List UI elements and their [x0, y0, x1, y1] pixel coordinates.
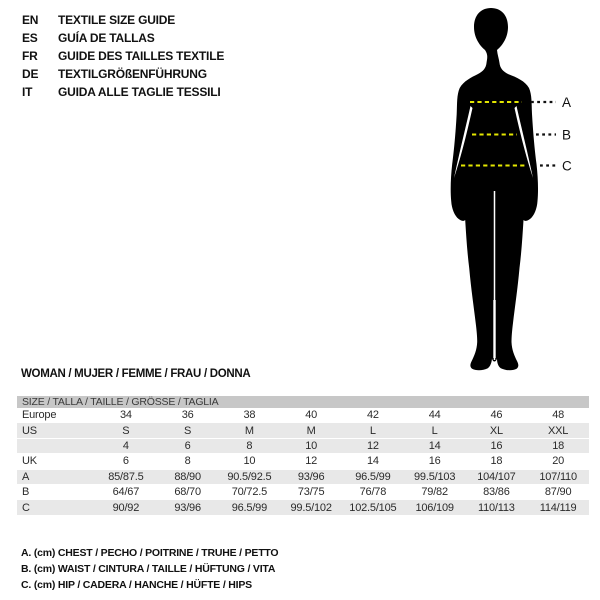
language-code: DE: [22, 67, 39, 81]
size-cell: L: [431, 424, 438, 437]
table-row: [17, 485, 589, 500]
row-label: UK: [22, 455, 37, 468]
row-label: Europe: [22, 409, 57, 422]
size-cell: 4: [122, 439, 129, 452]
size-cell: 42: [366, 409, 379, 422]
size-cell: 99.5/102: [290, 501, 332, 514]
category-line: WOMAN / MUJER / FEMME / FRAU / DONNA: [21, 368, 251, 380]
size-cell: 18: [490, 455, 503, 468]
size-cell: 16: [428, 455, 441, 468]
table-row: [17, 454, 589, 469]
size-cell: 10: [305, 439, 318, 452]
size-cell: S: [184, 424, 192, 437]
language-title: GUÍA DE TALLAS: [58, 31, 155, 45]
language-row-fr: [22, 47, 224, 65]
size-cell: 99.5/103: [414, 470, 456, 483]
size-cell: 38: [243, 409, 256, 422]
size-cell: 6: [122, 455, 129, 468]
table-row: [17, 500, 589, 515]
size-cell: 88/90: [174, 470, 201, 483]
size-cell: 76/78: [359, 486, 387, 499]
size-cell: 107/110: [539, 470, 577, 483]
language-row-en: [22, 11, 224, 29]
row-label: C: [22, 501, 30, 514]
mark-label-chest: A: [562, 95, 572, 110]
size-cell: S: [122, 424, 130, 437]
language-row-it: [22, 83, 224, 101]
legend-line-hip: C. (cm) HIP / CADERA / HANCHE / HÜFTE / HIPS: [21, 579, 252, 591]
size-table-body: [17, 408, 589, 516]
size-cell: 12: [366, 439, 379, 452]
size-cell: 93/96: [297, 470, 325, 483]
size-cell: 10: [243, 455, 256, 468]
size-cell: 44: [428, 409, 441, 422]
size-cell: 104/107: [477, 470, 516, 483]
language-title: TEXTILGRÖßENFÜHRUNG: [58, 67, 207, 81]
size-cell: 6: [184, 439, 191, 452]
table-row: [17, 423, 589, 438]
language-code: FR: [22, 49, 38, 63]
size-cell: 110/113: [478, 501, 515, 514]
size-cell: 8: [184, 455, 191, 468]
row-label: US: [22, 424, 37, 437]
size-cell: 34: [119, 409, 132, 422]
size-cell: 14: [428, 439, 441, 452]
size-cell: 93/96: [174, 501, 201, 514]
measurement-legend: [21, 545, 278, 593]
row-label: A: [22, 470, 30, 483]
size-cell: 12: [305, 455, 318, 468]
language-code: ES: [22, 31, 38, 45]
size-cell: M: [244, 424, 254, 437]
size-cell: 16: [490, 439, 503, 452]
size-cell: 87/90: [544, 486, 572, 499]
size-cell: 70/72.5: [231, 486, 268, 499]
size-cell: 46: [490, 409, 503, 422]
mark-label-waist: B: [562, 127, 572, 143]
size-cell: 90.5/92.5: [227, 470, 272, 483]
size-cell: 20: [552, 455, 565, 468]
size-cell: 96.5/99: [231, 501, 268, 514]
table-row: [17, 439, 589, 454]
language-title: GUIDA ALLE TAGLIE TESSILI: [58, 85, 221, 99]
size-cell: 106/109: [415, 501, 454, 514]
size-cell: M: [306, 424, 316, 437]
legend-line-chest: A. (cm) CHEST / PECHO / POITRINE / TRUHE / PETTO: [21, 547, 279, 559]
size-cell: 18: [552, 439, 565, 452]
size-cell: 83/86: [483, 486, 510, 499]
size-cell: 90/92: [112, 501, 140, 514]
size-cell: 48: [552, 409, 565, 422]
size-cell: XL: [489, 424, 503, 437]
size-cell: XXL: [548, 424, 569, 437]
language-code: IT: [22, 85, 33, 99]
size-cell: 114/119: [539, 501, 577, 514]
size-cell: 14: [366, 455, 379, 468]
size-cell: 85/87.5: [108, 470, 144, 483]
table-row: [17, 408, 589, 423]
size-table: [17, 396, 589, 516]
language-row-es: [22, 29, 224, 47]
language-title-block: [22, 11, 224, 101]
table-row: [17, 470, 589, 485]
size-cell: 8: [246, 439, 253, 452]
language-code: EN: [22, 13, 39, 27]
size-cell: 102.5/105: [349, 501, 397, 514]
size-cell: 64/67: [112, 486, 140, 499]
size-cell: 68/70: [174, 486, 201, 499]
size-cell: 40: [305, 409, 318, 422]
language-title: GUIDE DES TAILLES TEXTILE: [58, 49, 225, 63]
row-label: B: [22, 486, 30, 499]
size-cell: 79/82: [421, 486, 448, 499]
size-cell: 36: [181, 409, 194, 422]
language-title: TEXTILE SIZE GUIDE: [58, 13, 176, 27]
size-cell: L: [369, 424, 376, 437]
mark-label-hip: C: [562, 158, 572, 174]
language-row-de: [22, 65, 224, 83]
size-cell: 96.5/99: [355, 470, 391, 483]
size-cell: 73/75: [297, 486, 325, 499]
legend-line-waist: B. (cm) WAIST / CINTURA / TAILLE / HÜFTUNG / VITA: [21, 563, 276, 575]
size-table-header: SIZE / TALLA / TAILLE / GRÖSSE / TAGLIA: [17, 396, 589, 408]
